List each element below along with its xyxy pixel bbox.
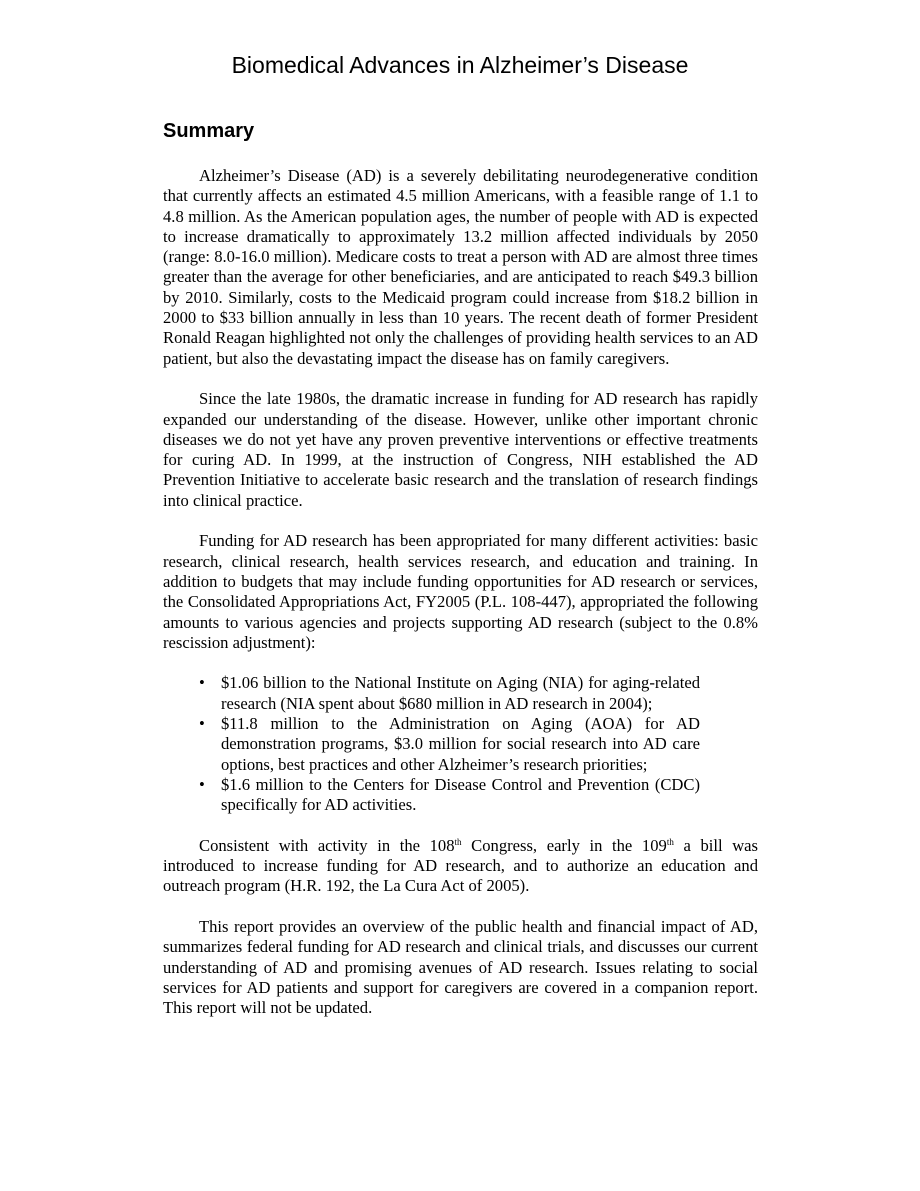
section-heading-summary: Summary [163,120,255,142]
bullet-cdc-funding: • $1.6 million to the Centers for Disease Control and Prevention (CDC) specifically for AD activities. [221,775,700,816]
document-title: Biomedical Advances in Alzheimer’s Disease [231,52,689,78]
funding-bullet-list [163,673,700,815]
paragraph-congress-bill [163,836,758,897]
bullet-aoa-funding: • $11.8 million to the Administration on Aging (AOA) for AD demonstration programs, $3.0 million for social research into AD care options, best practices and other Alzheimer’s research priorities; [221,714,700,775]
bullet-nia-funding: • $1.06 billion to the National Institute on Aging (NIA) for aging-related research (NIA spent about $680 million in AD research in 2004); [221,673,700,714]
ordinal-superscript-109: th [666,836,674,847]
ordinal-superscript-108: th [454,836,462,847]
paragraph-funding-intro: Funding for AD research has been appropriated for many different activities: basic research, clinical research, health services research, and education and training. In addition to budgets that may include funding opportunities for AD research or services, the Consolidated Appropriations Act, FY2005 (P.L. 108-447), appropriated the following amounts to various agencies and projects supporting AD research (subject to the 0.8% rescission adjustment): [163,531,758,652]
summary-body [163,166,758,1039]
congress-text-part3: a bill was introduced to increase funding for AD research, and to authorize an education and outreach program (H.R. 192, the La Cura Act of 2005). [163,835,758,896]
congress-text-part2: Congress, early in the 109 [461,835,667,855]
paragraph-research-history: Since the late 1980s, the dramatic increase in funding for AD research has rapidly expanded our understanding of the disease. However, unlike other important chronic diseases we do not yet have any proven preventive interventions or effective treatments for curing AD. In 1999, at the instruction of Congress, NIH established the AD Prevention Initiative to accelerate basic research and the translation of research findings into clinical practice. [163,389,758,510]
congress-text-part1: Consistent with activity in the 108 [199,835,455,855]
paragraph-ad-overview: Alzheimer’s Disease (AD) is a severely debilitating neurodegenerative condition that currently affects an estimated 4.5 million Americans, with a feasible range of 1.1 to 4.8 million. As the American population ages, the number of people with AD is expected to increase dramatically to approximately 13.2 million affected individuals by 2050 (range: 8.0-16.0 million). Medicare costs to treat a person with AD are almost three times greater than the average for other beneficiaries, and are anticipated to reach $49.3 billion by 2010. Similarly, costs to the Medicaid program could increase from $18.2 billion in 2000 to $33 billion annually in less than 10 years. The recent death of former President Ronald Reagan highlighted not only the challenges of providing health services to an AD patient, but also the devastating impact the disease has on family caregivers. [163,166,758,368]
paragraph-report-scope: This report provides an overview of the public health and financial impact of AD, summarizes federal funding for AD research and clinical trials, and discusses our current understanding of AD and promising avenues of AD research. Issues relating to social services for AD patients and support for caregivers are covered in a companion report. This report will not be updated. [163,916,758,1018]
